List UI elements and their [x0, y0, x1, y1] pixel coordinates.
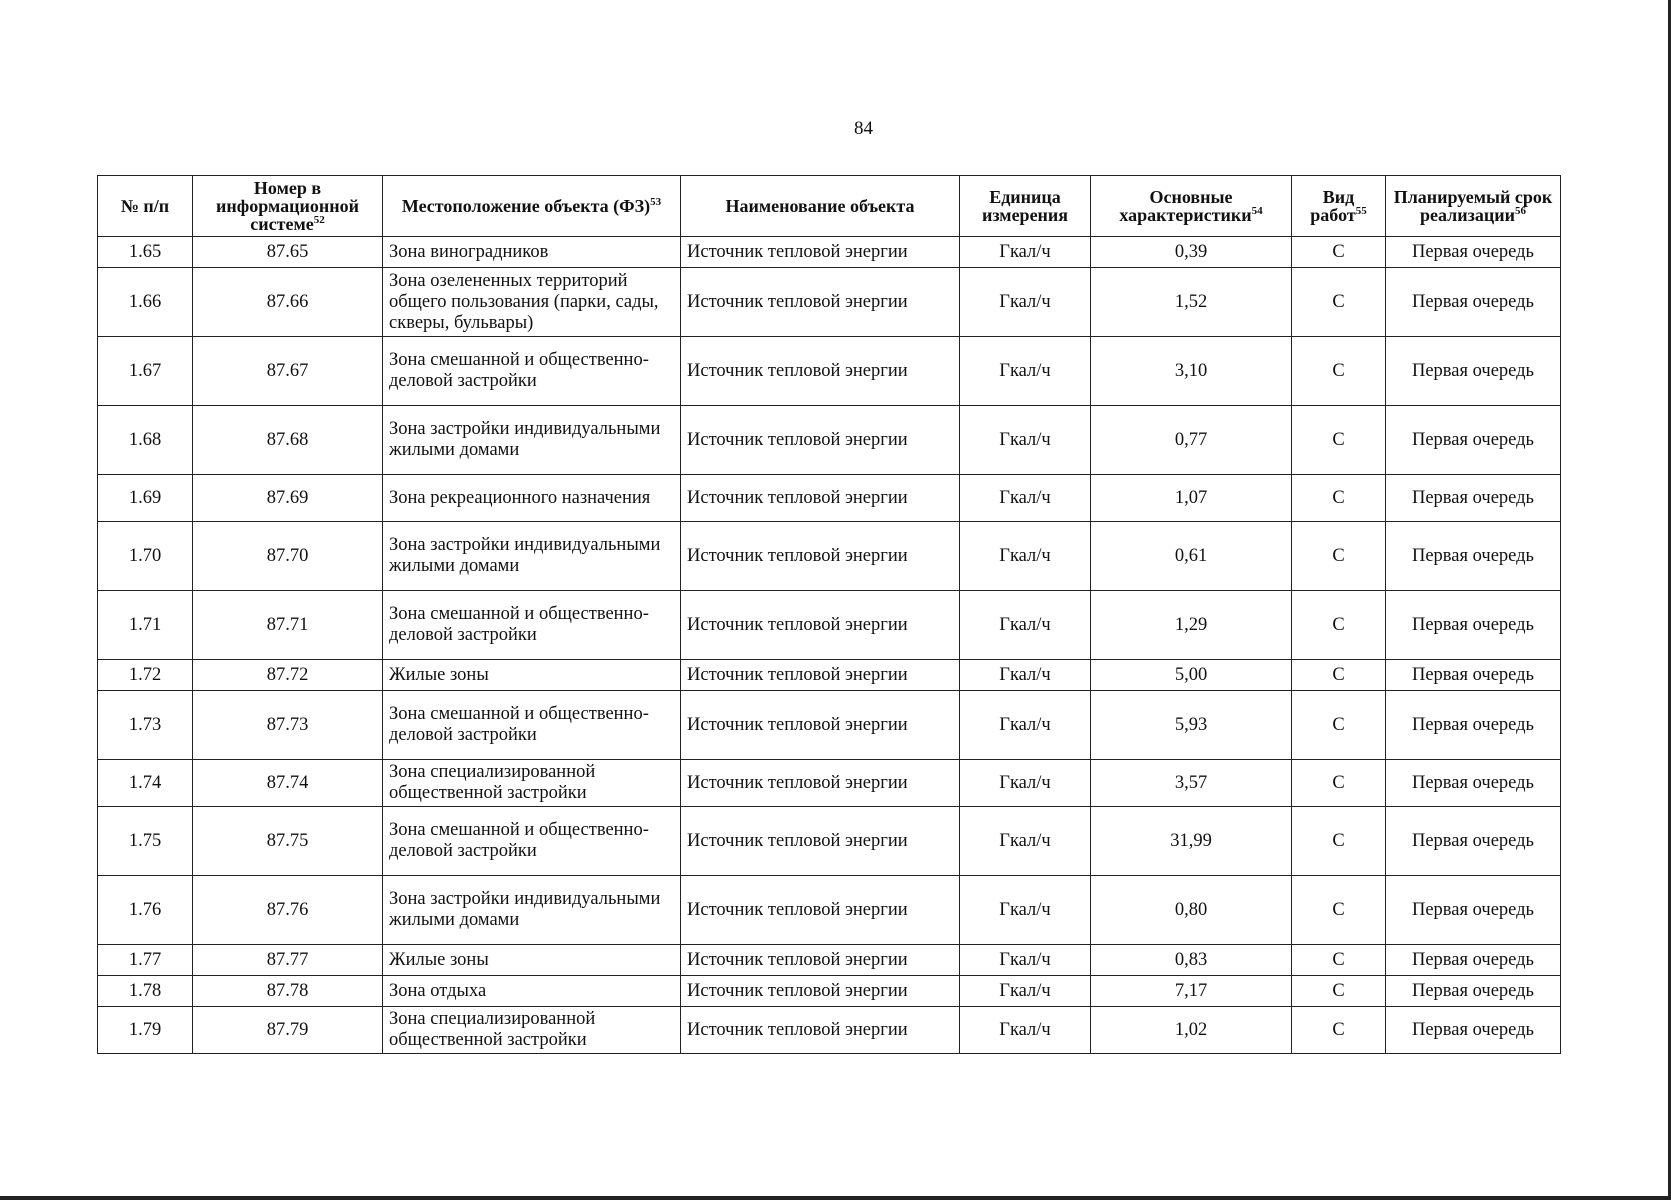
cell-work: С	[1292, 760, 1386, 807]
cell-unit: Гкал/ч	[960, 268, 1091, 337]
cell-name: Источник тепловой энергии	[681, 406, 960, 475]
cell-location: Зона смешанной и общественно-деловой застройки	[383, 807, 681, 876]
cell-num: 1.66	[98, 268, 193, 337]
cell-code: 87.78	[193, 976, 383, 1007]
header-unit: Единица измерения	[960, 176, 1091, 237]
cell-value: 5,93	[1091, 691, 1292, 760]
cell-location: Зона рекреационного назначения	[383, 475, 681, 522]
cell-value: 1,07	[1091, 475, 1292, 522]
header-name: Наименование объекта	[681, 176, 960, 237]
cell-term: Первая очередь	[1386, 522, 1561, 591]
cell-code: 87.69	[193, 475, 383, 522]
cell-value: 0,83	[1091, 945, 1292, 976]
cell-code: 87.72	[193, 660, 383, 691]
cell-num: 1.71	[98, 591, 193, 660]
cell-unit: Гкал/ч	[960, 522, 1091, 591]
scan-edge-bottom	[0, 1196, 1671, 1200]
footnote-ref: 55	[1355, 205, 1367, 217]
cell-code: 87.70	[193, 522, 383, 591]
cell-value: 3,57	[1091, 760, 1292, 807]
cell-code: 87.68	[193, 406, 383, 475]
cell-name: Источник тепловой энергии	[681, 1007, 960, 1054]
cell-name: Источник тепловой энергии	[681, 660, 960, 691]
cell-name: Источник тепловой энергии	[681, 760, 960, 807]
table-header-row	[98, 176, 1561, 237]
cell-work: С	[1292, 876, 1386, 945]
table-row	[98, 268, 1561, 337]
cell-term: Первая очередь	[1386, 337, 1561, 406]
cell-location: Зона смешанной и общественно-деловой застройки	[383, 591, 681, 660]
cell-num: 1.74	[98, 760, 193, 807]
table-row	[98, 522, 1561, 591]
footnote-ref: 54	[1251, 205, 1263, 217]
header-work-type: Вид работ$^{55}$	[1292, 176, 1386, 237]
cell-work: С	[1292, 591, 1386, 660]
cell-code: 87.79	[193, 1007, 383, 1054]
cell-location: Жилые зоны	[383, 660, 681, 691]
cell-name: Источник тепловой энергии	[681, 522, 960, 591]
cell-location: Зона специализированной общественной застройки	[383, 1007, 681, 1054]
cell-name: Источник тепловой энергии	[681, 268, 960, 337]
cell-num: 1.78	[98, 976, 193, 1007]
page-number: 84	[854, 118, 873, 139]
cell-num: 1.76	[98, 876, 193, 945]
cell-work: С	[1292, 406, 1386, 475]
cell-value: 0,61	[1091, 522, 1292, 591]
cell-code: 87.77	[193, 945, 383, 976]
cell-num: 1.73	[98, 691, 193, 760]
cell-num: 1.72	[98, 660, 193, 691]
cell-unit: Гкал/ч	[960, 976, 1091, 1007]
cell-term: Первая очередь	[1386, 1007, 1561, 1054]
cell-location: Зона отдыха	[383, 976, 681, 1007]
table-row	[98, 976, 1561, 1007]
cell-num: 1.69	[98, 475, 193, 522]
cell-work: С	[1292, 945, 1386, 976]
header-num: № п/п	[98, 176, 193, 237]
cell-term: Первая очередь	[1386, 591, 1561, 660]
table-row	[98, 337, 1561, 406]
cell-unit: Гкал/ч	[960, 337, 1091, 406]
cell-value: 7,17	[1091, 976, 1292, 1007]
table-row	[98, 660, 1561, 691]
cell-code: 87.75	[193, 807, 383, 876]
cell-work: С	[1292, 691, 1386, 760]
cell-unit: Гкал/ч	[960, 591, 1091, 660]
cell-num: 1.79	[98, 1007, 193, 1054]
cell-unit: Гкал/ч	[960, 237, 1091, 268]
footnote-ref: 52	[313, 214, 325, 226]
cell-unit: Гкал/ч	[960, 760, 1091, 807]
cell-name: Источник тепловой энергии	[681, 691, 960, 760]
cell-unit: Гкал/ч	[960, 406, 1091, 475]
table-row	[98, 406, 1561, 475]
cell-num: 1.68	[98, 406, 193, 475]
cell-term: Первая очередь	[1386, 237, 1561, 268]
cell-name: Источник тепловой энергии	[681, 876, 960, 945]
cell-unit: Гкал/ч	[960, 1007, 1091, 1054]
objects-table	[97, 175, 1561, 1054]
cell-code: 87.65	[193, 237, 383, 268]
cell-location: Жилые зоны	[383, 945, 681, 976]
cell-name: Источник тепловой энергии	[681, 807, 960, 876]
cell-location: Зона смешанной и общественно-деловой застройки	[383, 691, 681, 760]
header-location: Местоположение объекта (ФЗ)$^{53}$	[383, 176, 681, 237]
cell-code: 87.71	[193, 591, 383, 660]
cell-term: Первая очередь	[1386, 406, 1561, 475]
cell-unit: Гкал/ч	[960, 691, 1091, 760]
cell-term: Первая очередь	[1386, 945, 1561, 976]
footnote-ref: 53	[650, 196, 662, 208]
cell-num: 1.75	[98, 807, 193, 876]
cell-name: Источник тепловой энергии	[681, 337, 960, 406]
cell-num: 1.77	[98, 945, 193, 976]
header-characteristics: Основные характеристики$^{54}$	[1091, 176, 1292, 237]
header-term: Планируемый срок реализации$^{56}$	[1386, 176, 1561, 237]
table-row	[98, 876, 1561, 945]
cell-work: С	[1292, 522, 1386, 591]
cell-location: Зона смешанной и общественно-деловой застройки	[383, 337, 681, 406]
cell-location: Зона виноградников	[383, 237, 681, 268]
cell-num: 1.65	[98, 237, 193, 268]
table-row	[98, 945, 1561, 976]
cell-work: С	[1292, 475, 1386, 522]
table-row	[98, 807, 1561, 876]
cell-term: Первая очередь	[1386, 976, 1561, 1007]
cell-code: 87.67	[193, 337, 383, 406]
cell-work: С	[1292, 337, 1386, 406]
cell-code: 87.73	[193, 691, 383, 760]
table-row	[98, 591, 1561, 660]
cell-work: С	[1292, 237, 1386, 268]
table-row	[98, 475, 1561, 522]
header-info-system: Номер в информационной системе$^{52}$	[193, 176, 383, 237]
cell-name: Источник тепловой энергии	[681, 976, 960, 1007]
cell-term: Первая очередь	[1386, 760, 1561, 807]
cell-value: 1,52	[1091, 268, 1292, 337]
cell-value: 5,00	[1091, 660, 1292, 691]
cell-unit: Гкал/ч	[960, 807, 1091, 876]
cell-term: Первая очередь	[1386, 660, 1561, 691]
table-row	[98, 1007, 1561, 1054]
cell-work: С	[1292, 660, 1386, 691]
footnote-ref: 56	[1514, 205, 1526, 217]
cell-unit: Гкал/ч	[960, 475, 1091, 522]
cell-term: Первая очередь	[1386, 807, 1561, 876]
cell-location: Зона специализированной общественной застройки	[383, 760, 681, 807]
table-row	[98, 237, 1561, 268]
cell-location: Зона застройки индивидуальными жилыми домами	[383, 406, 681, 475]
cell-term: Первая очередь	[1386, 876, 1561, 945]
table-row	[98, 691, 1561, 760]
cell-unit: Гкал/ч	[960, 945, 1091, 976]
cell-term: Первая очередь	[1386, 268, 1561, 337]
cell-num: 1.70	[98, 522, 193, 591]
cell-value: 31,99	[1091, 807, 1292, 876]
cell-value: 1,29	[1091, 591, 1292, 660]
cell-code: 87.66	[193, 268, 383, 337]
cell-term: Первая очередь	[1386, 691, 1561, 760]
cell-work: С	[1292, 807, 1386, 876]
cell-value: 0,80	[1091, 876, 1292, 945]
cell-value: 0,39	[1091, 237, 1292, 268]
cell-code: 87.76	[193, 876, 383, 945]
cell-term: Первая очередь	[1386, 475, 1561, 522]
cell-value: 1,02	[1091, 1007, 1292, 1054]
cell-work: С	[1292, 976, 1386, 1007]
table-row	[98, 760, 1561, 807]
cell-num: 1.67	[98, 337, 193, 406]
cell-value: 0,77	[1091, 406, 1292, 475]
cell-work: С	[1292, 1007, 1386, 1054]
cell-name: Источник тепловой энергии	[681, 945, 960, 976]
cell-location: Зона застройки индивидуальными жилыми домами	[383, 522, 681, 591]
cell-location: Зона озелененных территорий общего пользования (парки, сады, скверы, бульвары)	[383, 268, 681, 337]
cell-unit: Гкал/ч	[960, 876, 1091, 945]
cell-location: Зона застройки индивидуальными жилыми домами	[383, 876, 681, 945]
cell-code: 87.74	[193, 760, 383, 807]
cell-name: Источник тепловой энергии	[681, 237, 960, 268]
cell-name: Источник тепловой энергии	[681, 475, 960, 522]
cell-name: Источник тепловой энергии	[681, 591, 960, 660]
cell-work: С	[1292, 268, 1386, 337]
cell-value: 3,10	[1091, 337, 1292, 406]
cell-unit: Гкал/ч	[960, 660, 1091, 691]
